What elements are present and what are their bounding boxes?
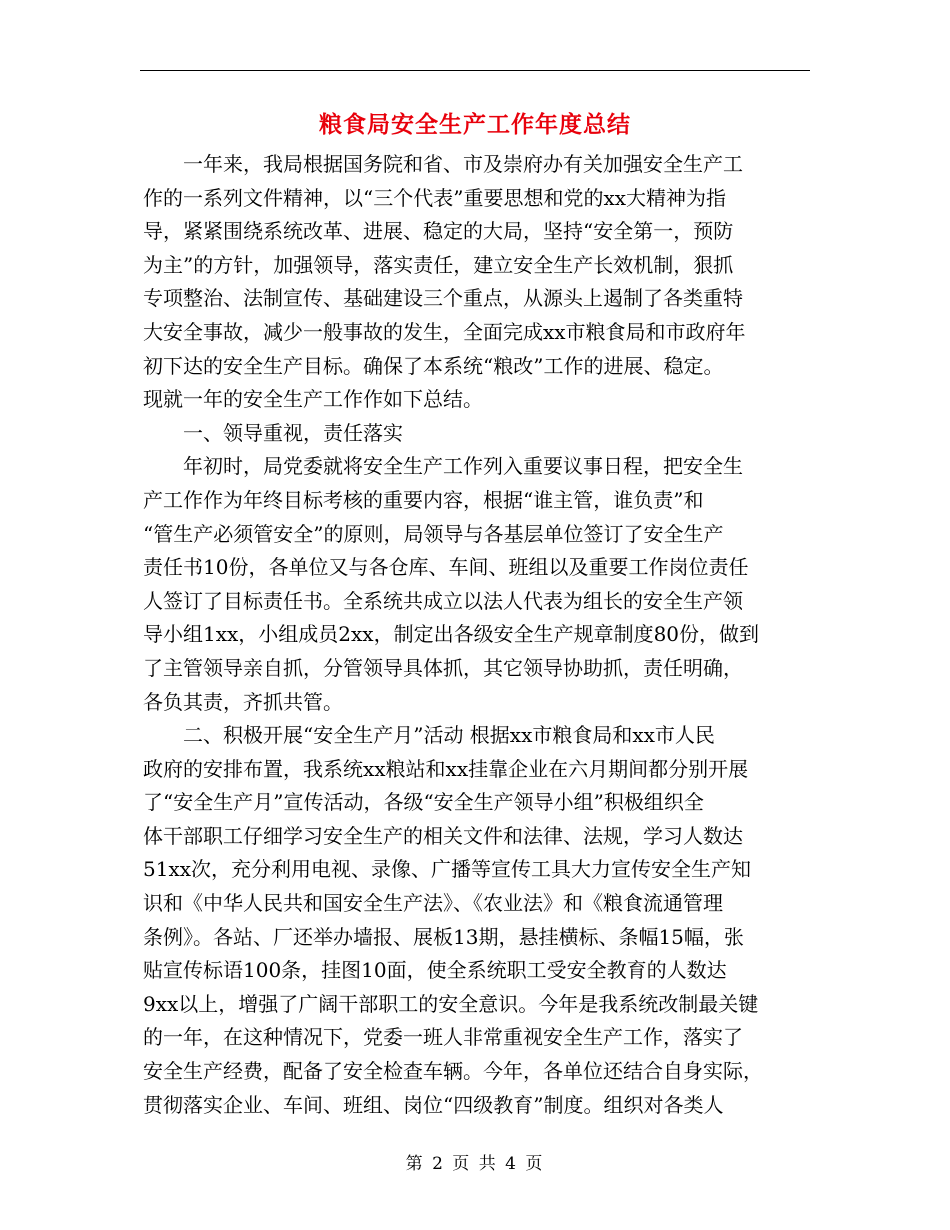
text-line: 政府的安排布置，我系统xx粮站和xx挂靠企业在六月期间都分别开展: [143, 756, 749, 781]
text-line: 为主”的方针，加强领导，落实责任，建立安全生产长效机制，狠抓: [143, 252, 734, 277]
text-line: “管生产必须管安全”的原则，局领导与各基层单位签订了安全生产: [143, 521, 724, 546]
text-line: 51xx次，充分利用电视、录像、广播等宣传工具大力宣传安全生产知: [143, 857, 752, 882]
text-line: 二、积极开展“安全生产月”活动 根据xx市粮食局和xx市人民: [143, 723, 715, 748]
text-line: 人签订了目标责任书。全系统共成立以法人代表为组长的安全生产领: [143, 588, 743, 613]
document-body: [143, 148, 810, 1122]
text-line: 9xx以上，增强了广阔干部职工的安全意识。今年是我系统改制最关键: [143, 991, 759, 1016]
text-line: 导，紧紧围绕系统改革、进展、稳定的大局，坚持“安全第一，预防: [143, 219, 734, 244]
text-line: 体干部职工仔细学习安全生产的相关文件和法律、法规，学习人数达: [143, 823, 743, 848]
text-line: 专项整治、法制宣传、基础建设三个重点，从源头上遏制了各类重特: [143, 286, 743, 311]
text-line: 作的一系列文件精神，以“三个代表”重要思想和党的xx大精神为指: [143, 185, 727, 210]
text-line: 贯彻落实企业、车间、班组、岗位“四级教育”制度。组织对各类人: [143, 1092, 724, 1117]
text-line: 各负其责，齐抓共管。: [143, 689, 343, 714]
text-line: 安全生产经费，配备了安全检查车辆。今年，各单位还结合自身实际，: [143, 1059, 763, 1084]
text-line: 的一年，在这种情况下，党委一班人非常重视安全生产工作，落实了: [143, 1025, 743, 1050]
text-line: 了主管领导亲自抓，分管领导具体抓，其它领导协助抓，责任明确，: [143, 655, 743, 680]
text-line: 初下达的安全生产目标。确保了本系统“粮改”工作的进展、稳定。: [143, 353, 724, 378]
page-footer: 第 2 页 共 4 页: [405, 1154, 545, 1174]
document-title: 粮食局安全生产工作年度总结: [319, 112, 631, 138]
text-line: 了“安全生产月”宣传活动，各级“安全生产领导小组”积极组织全: [143, 790, 704, 815]
text-line: 导小组1xx，小组成员2xx，制定出各级安全生产规章制度80份，做到: [143, 622, 760, 647]
text-line: 现就一年的安全生产工作作如下总结。: [143, 387, 483, 412]
text-line: 一、领导重视，责任落实: [143, 420, 403, 445]
text-line: 贴宣传标语100条，挂图10面，使全系统职工受安全教育的人数达: [143, 958, 727, 983]
header-rule: [140, 70, 810, 71]
text-line: 年初时，局党委就将安全生产工作列入重要议事日程，把安全生: [143, 454, 743, 479]
text-line: 大安全事故，减少一般事故的发生，全面完成xx市粮食局和市政府年: [143, 319, 746, 344]
text-line: 产工作作为年终目标考核的重要内容，根据“谁主管，谁负责”和: [143, 487, 704, 512]
text-line: 识和《中华人民共和国安全生产法》、《农业法》和《粮食流通管理: [143, 891, 723, 916]
text-line: 责任书10份，各单位又与各仓库、车间、班组以及重要工作岗位责任: [143, 555, 749, 580]
text-line: 一年来，我局根据国务院和省、市及崇府办有关加强安全生产工: [143, 152, 743, 176]
text-line: 条例》。各站、厂还举办墙报、展板13期，悬挂横标、条幅15幅，张: [143, 924, 744, 949]
